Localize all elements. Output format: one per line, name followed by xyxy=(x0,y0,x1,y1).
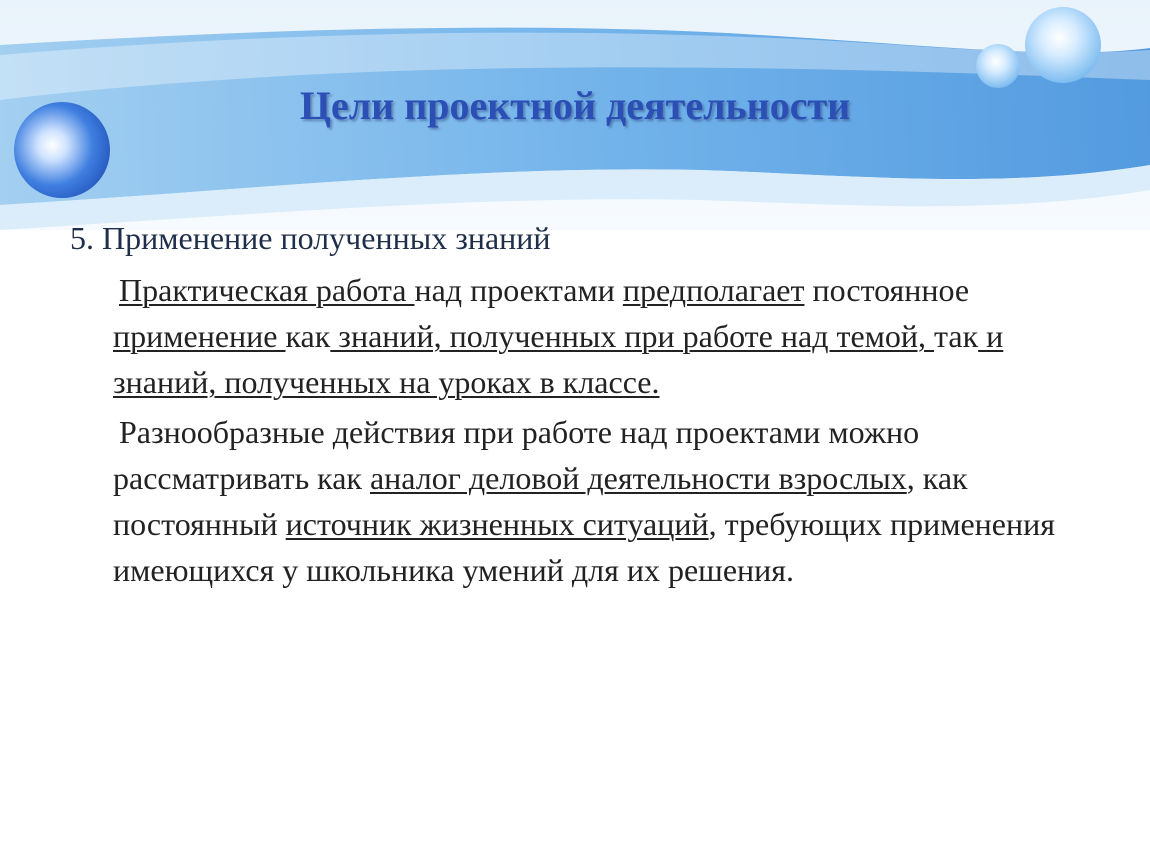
blue-sphere-right-icon xyxy=(1025,7,1101,83)
underlined-phrase: знаний, полученных при работе над темой, xyxy=(330,318,935,354)
paragraph-diverse-actions xyxy=(113,409,1100,593)
underlined-phrase: предполагает xyxy=(622,272,805,308)
text-run: Разнообразные действия при работе над проектами можно рассматривать как xyxy=(113,414,920,496)
underlined-phrase: источник жизненных ситуаций xyxy=(285,506,709,542)
text-run: постоянное xyxy=(804,272,970,308)
underlined-phrase: применение xyxy=(113,318,286,354)
text-run: над проектами xyxy=(414,272,623,308)
text-run: , как постоянный xyxy=(113,460,968,542)
text-run: так xyxy=(934,318,979,354)
subheading: 5. Применение полученных знаний xyxy=(70,220,551,256)
text-run: , требующих применения имеющихся у школьника умений для их решения. xyxy=(113,506,1055,588)
underlined-phrase: Практическая работа xyxy=(119,272,415,308)
slide-body xyxy=(70,215,1100,597)
text-run: как xyxy=(285,318,331,354)
paragraph-practical-work xyxy=(113,267,1100,405)
underlined-phrase: и знаний, полученных на уроках в классе. xyxy=(113,318,1004,400)
underlined-phrase: аналог деловой деятельности взрослых xyxy=(369,460,907,496)
slide-title: Цели проектной деятельности xyxy=(299,83,851,128)
